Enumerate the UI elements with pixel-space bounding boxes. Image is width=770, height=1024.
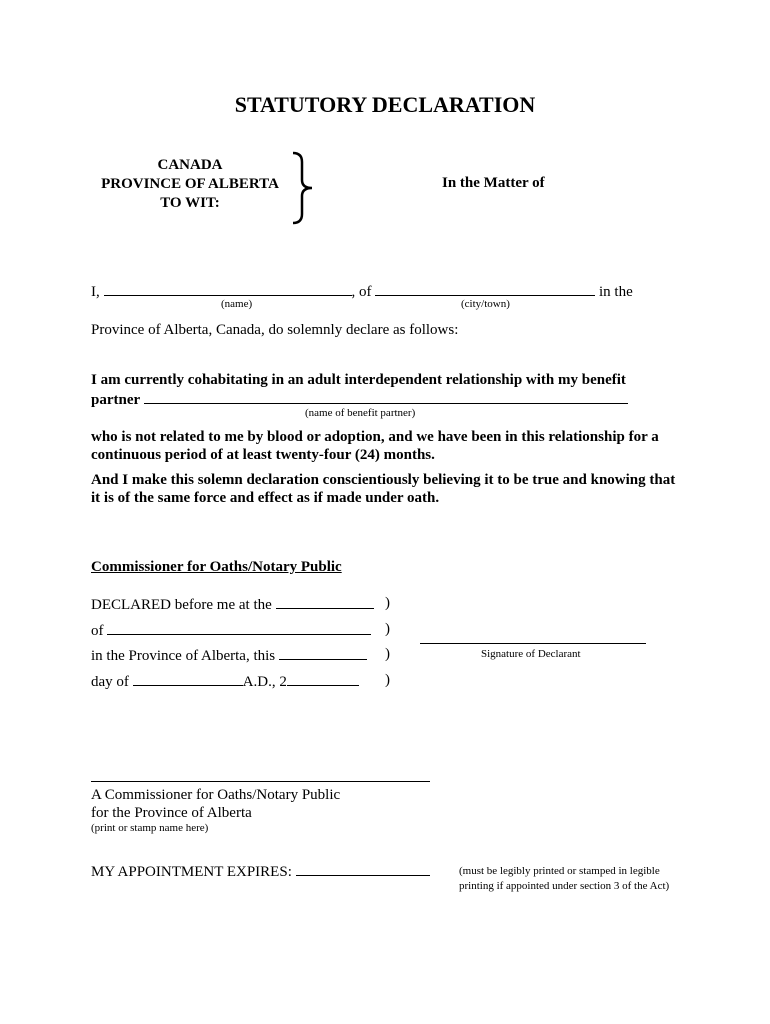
province-this-label: in the Province of Alberta, this	[91, 648, 276, 664]
appointment-expires-line	[91, 862, 430, 881]
commissioner-heading: Commissioner for Oaths/Notary Public	[91, 559, 342, 575]
jurisdiction-to-wit: TO WIT:	[160, 195, 220, 211]
curly-brace-icon	[290, 150, 316, 226]
day-of-label: day of	[91, 674, 129, 690]
city-town-caption: (city/town)	[461, 298, 510, 310]
name-caption: (name)	[221, 298, 253, 310]
bracket-1: )	[385, 595, 390, 611]
year-field[interactable]	[287, 672, 359, 686]
appointment-expiry-field[interactable]	[296, 862, 430, 876]
of-place-field[interactable]	[107, 621, 371, 635]
matter-heading: In the Matter of	[442, 175, 545, 191]
province-this-line	[91, 646, 367, 665]
benefit-partner-field[interactable]	[144, 390, 628, 404]
month-field[interactable]	[133, 672, 243, 686]
province-declaration-line: Province of Alberta, Canada, do solemnly declare as follows:	[91, 322, 459, 338]
commissioner-title-line2: for the Province of Alberta	[91, 805, 252, 821]
of-place-label: of	[91, 623, 104, 639]
day-of-line	[91, 672, 359, 691]
declaration-para3-line2: it is of the same force and effect as if made under oath.	[91, 490, 440, 506]
declarant-line	[91, 282, 633, 301]
bracket-3: )	[385, 646, 390, 662]
in-the-label: in the	[599, 284, 633, 300]
jurisdiction-block	[90, 156, 290, 213]
of-line	[91, 621, 371, 640]
legibility-note-line2: printing if appointed under section 3 of the Act)	[459, 880, 670, 892]
commissioner-title-line1: A Commissioner for Oaths/Notary Public	[91, 787, 341, 803]
appointment-expires-label: MY APPOINTMENT EXPIRES:	[91, 864, 292, 880]
declaration-para2-line2: continuous period of at least twenty-four (24) months.	[91, 447, 435, 463]
day-number-field[interactable]	[279, 646, 367, 660]
signature-caption: Signature of Declarant	[481, 648, 581, 660]
legibility-note-line1: (must be legibly printed or stamped in legible	[459, 865, 660, 877]
print-stamp-caption: (print or stamp name here)	[91, 822, 209, 834]
ad-label: A.D., 2	[242, 674, 287, 690]
declared-at-line	[91, 595, 374, 614]
declarant-signature-line[interactable]	[420, 643, 646, 644]
bracket-2: )	[385, 621, 390, 637]
declared-place-field[interactable]	[276, 595, 374, 609]
declaration-para2-line1: who is not related to me by blood or adoption, and we have been in this relationship for a	[91, 429, 659, 445]
city-town-field[interactable]	[375, 282, 595, 296]
declaration-line-1: I am currently cohabitating in an adult interdependent relationship with my benefit	[91, 372, 626, 388]
benefit-partner-caption: (name of benefit partner)	[305, 407, 416, 419]
declarant-name-field[interactable]	[104, 282, 352, 296]
bracket-4: )	[385, 672, 390, 688]
commissioner-signature-line[interactable]	[91, 781, 430, 782]
i-label: I,	[91, 284, 100, 300]
declared-label: DECLARED before me at the	[91, 597, 272, 613]
declaration-para3-line1: And I make this solemn declaration conscientiously believing it to be true and knowing that	[91, 472, 676, 488]
jurisdiction-country: CANADA	[157, 157, 223, 173]
partner-label: partner	[91, 392, 140, 408]
page-title: STATUTORY DECLARATION	[234, 92, 536, 117]
of-label: , of	[351, 284, 372, 300]
jurisdiction-province: PROVINCE OF ALBERTA	[101, 176, 279, 192]
